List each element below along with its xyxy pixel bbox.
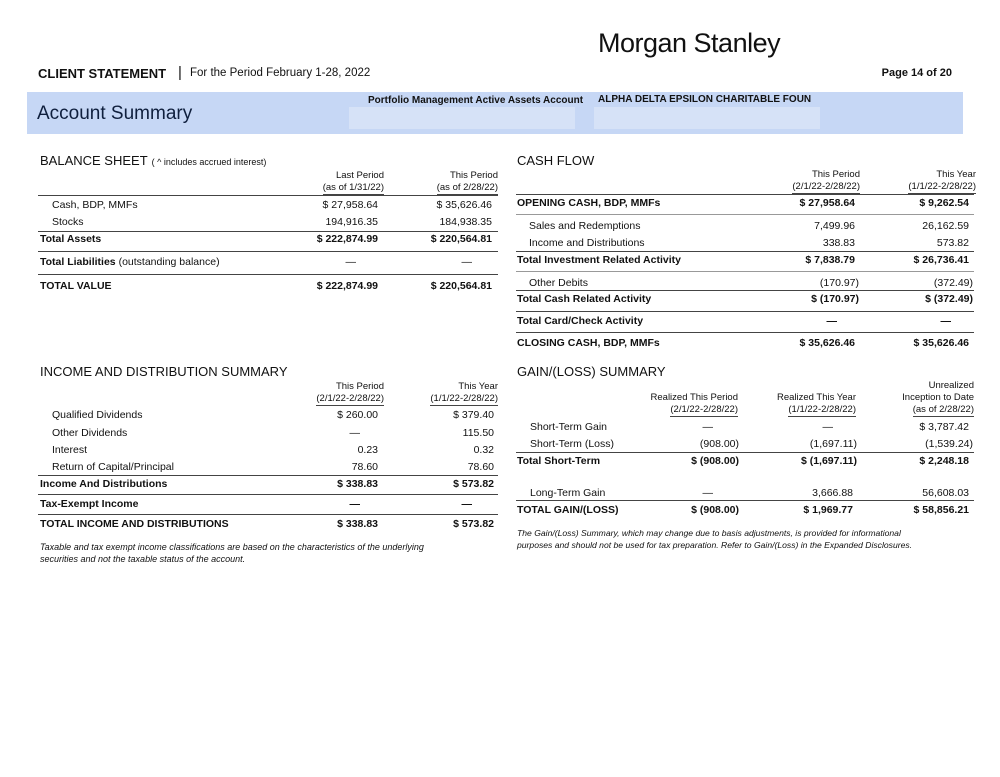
account-name: ALPHA DELTA EPSILON CHARITABLE FOUN	[598, 94, 812, 105]
row-value-period: $ 338.83	[337, 518, 378, 530]
row-value-period: $ 35,626.46	[799, 337, 855, 349]
gain-loss-footnote	[517, 527, 912, 551]
row-value-unrealized: $ 58,856.21	[913, 504, 969, 516]
footnote-line: The Gain/(Loss) Summary, which may change due to basis adjustments, is provided for informational	[517, 528, 901, 538]
cashflow-col-this-year	[884, 169, 976, 194]
row-label: CLOSING CASH, BDP, MMFs	[517, 337, 660, 349]
divider	[516, 214, 974, 215]
divider	[516, 194, 974, 195]
row-value-period: 338.83	[822, 237, 855, 249]
col-header-line: This Period	[811, 169, 860, 180]
row-value-year: $ 9,262.54	[919, 197, 969, 209]
row-label: Tax-Exempt Income	[40, 498, 139, 510]
divider	[38, 514, 498, 515]
divider	[38, 251, 498, 252]
row-label: Short-Term Gain	[530, 421, 608, 433]
cash-flow-title: CASH FLOW	[517, 153, 595, 168]
divider	[516, 251, 974, 252]
row-value-realized-period: (908.00)	[699, 438, 739, 450]
divider	[38, 231, 498, 232]
col-header-line: Unrealized	[928, 380, 974, 391]
col-header-line: This Year	[458, 381, 498, 392]
row-value-realized-period: —	[702, 421, 713, 433]
col-header-line: (2/1/22-2/28/22)	[792, 181, 860, 192]
row-value-realized-period: —	[702, 487, 713, 499]
row-label: TOTAL INCOME AND DISTRIBUTIONS	[40, 518, 229, 530]
liabilities-suffix: (outstanding balance)	[118, 256, 220, 268]
row-label: Short-Term (Loss)	[530, 438, 615, 450]
col-header-line: (1/1/22-2/28/22)	[430, 393, 498, 404]
statement-period: For the Period February 1-28, 2022	[190, 67, 371, 79]
col-header-line: (as of 2/28/22)	[912, 404, 974, 415]
row-label: OPENING CASH, BDP, MMFs	[517, 197, 661, 209]
row-label: Total Short-Term	[517, 455, 601, 467]
row-value-realized-year: 3,666.88	[812, 487, 853, 499]
row-label: Cash, BDP, MMFs	[52, 199, 138, 211]
col-header-line: This Year	[936, 169, 976, 180]
footnote-line: securities and not the taxable status of the account.	[40, 554, 246, 564]
row-value-year: (372.49)	[933, 277, 973, 289]
col-header-line: Last Period	[335, 170, 384, 181]
col-header-line: (1/1/22-2/28/22)	[788, 404, 856, 415]
row-label: Qualified Dividends	[52, 409, 143, 421]
gain-loss-title: GAIN/(LOSS) SUMMARY	[517, 364, 666, 379]
row-value-period: —	[826, 315, 837, 327]
col-header-line: (as of 2/28/22)	[436, 182, 498, 193]
cashflow-col-this-period	[770, 169, 860, 194]
row-value-year: $ 379.40	[453, 409, 494, 421]
account-type: Portfolio Management Active Assets Account	[368, 95, 584, 106]
divider	[516, 500, 974, 501]
col-header-line: (2/1/22-2/28/22)	[316, 393, 384, 404]
row-label: Return of Capital/Principal	[52, 461, 174, 473]
divider	[516, 290, 974, 291]
row-label: Stocks	[52, 216, 84, 228]
row-value-period: $ 260.00	[337, 409, 378, 421]
row-value-realized-year: (1,697.11)	[809, 438, 857, 450]
row-value-period: 78.60	[351, 461, 378, 473]
row-value-year: 78.60	[467, 461, 494, 473]
row-label: Other Dividends	[52, 427, 128, 439]
divider	[38, 195, 498, 196]
account-name-box	[594, 107, 820, 129]
footnote-line: Taxable and tax exempt income classifications are based on the characteristics of the underlying	[40, 542, 424, 552]
income-footnote	[40, 541, 424, 565]
income-col-this-period	[296, 381, 384, 406]
gain-col-unrealized	[880, 380, 974, 417]
col-header-line: This Period	[449, 170, 498, 181]
row-value-year: —	[461, 498, 472, 510]
row-label: Interest	[52, 444, 88, 456]
row-value-last: $ 27,958.64	[322, 199, 378, 211]
row-value-this: $ 220,564.81	[430, 280, 492, 292]
row-label: Income and Distributions	[529, 237, 645, 249]
divider	[516, 452, 974, 453]
col-header-line: (1/1/22-2/28/22)	[908, 181, 976, 192]
row-value-unrealized: $ 3,787.42	[919, 421, 969, 433]
row-value-this: $ 35,626.46	[436, 199, 492, 211]
row-label	[40, 256, 220, 268]
row-value-period: (170.97)	[819, 277, 859, 289]
row-value-year: 573.82	[936, 237, 969, 249]
row-label: Total Cash Related Activity	[517, 293, 652, 305]
row-value-last: 194,916.35	[325, 216, 378, 228]
col-header-line: Realized This Year	[776, 392, 856, 403]
row-value-realized-year: —	[822, 421, 833, 433]
row-value-realized-period: $ (908.00)	[691, 455, 739, 467]
row-value-year: $ 26,736.41	[913, 254, 969, 266]
row-value-unrealized: $ 2,248.18	[919, 455, 969, 467]
balance-sheet-heading: BALANCE SHEET	[40, 153, 148, 168]
row-value-this: —	[461, 256, 472, 268]
title-separator: |	[178, 64, 182, 81]
col-header-line: (as of 1/31/22)	[322, 182, 384, 193]
row-label: Income And Distributions	[40, 478, 168, 490]
row-value-year: $ 573.82	[453, 478, 494, 490]
page-title: Account Summary	[37, 103, 193, 124]
row-label: Long-Term Gain	[530, 487, 606, 499]
balance-sheet-title	[40, 153, 266, 168]
income-summary-title: INCOME AND DISTRIBUTION SUMMARY	[40, 364, 288, 379]
row-value-year: $ 35,626.46	[913, 337, 969, 349]
balance-col-this-period	[410, 170, 498, 195]
row-value-unrealized: 56,608.03	[922, 487, 969, 499]
row-label: Other Debits	[529, 277, 588, 289]
row-value-year: —	[940, 315, 951, 327]
gain-col-realized-year	[762, 392, 856, 417]
row-value-realized-year: $ 1,969.77	[803, 504, 853, 516]
row-value-period: $ 27,958.64	[799, 197, 855, 209]
row-value-unrealized: (1,539.24)	[925, 438, 973, 450]
col-header-line: (2/1/22-2/28/22)	[670, 404, 738, 415]
morgan-stanley-logo: Morgan Stanley	[598, 28, 781, 58]
col-header-line: This Period	[335, 381, 384, 392]
row-value-this: $ 220,564.81	[430, 233, 492, 245]
divider	[516, 311, 974, 312]
divider	[516, 271, 974, 272]
balance-col-last-period	[300, 170, 384, 195]
statement-title: CLIENT STATEMENT	[38, 66, 167, 81]
row-value-last: —	[345, 256, 356, 268]
row-value-last: $ 222,874.99	[316, 233, 378, 245]
row-value-period: $ 7,838.79	[805, 254, 855, 266]
row-value-last: $ 222,874.99	[316, 280, 378, 292]
row-value-year: $ 573.82	[453, 518, 494, 530]
col-header-line: Inception to Date	[902, 392, 974, 403]
col-header-line: Realized This Period	[650, 392, 738, 403]
row-value-period: —	[349, 498, 360, 510]
page-number: Page 14 of 20	[881, 67, 952, 79]
footnote-line: purposes and should not be used for tax preparation. Refer to Gain/(Loss) in the Expanded Disclosures.	[517, 540, 913, 550]
balance-sheet-subtitle: ( ^ includes accrued interest)	[151, 157, 267, 167]
row-value-period: $ 338.83	[337, 478, 378, 490]
row-value-year: 26,162.59	[922, 220, 969, 232]
row-value-period: 7,499.96	[814, 220, 855, 232]
divider	[38, 494, 498, 495]
liabilities-label: Total Liabilities	[40, 256, 116, 268]
row-value-this: 184,938.35	[439, 216, 492, 228]
row-label: Total Assets	[40, 233, 102, 245]
divider	[38, 274, 498, 275]
row-label: TOTAL GAIN/(LOSS)	[517, 504, 619, 516]
income-col-this-year	[408, 381, 498, 406]
row-value-period: 0.23	[357, 444, 378, 456]
divider	[516, 332, 974, 333]
gain-col-realized-period	[640, 392, 738, 417]
divider	[38, 475, 498, 476]
row-value-year: 0.32	[473, 444, 494, 456]
row-label: TOTAL VALUE	[40, 280, 112, 292]
row-value-period: $ (170.97)	[811, 293, 859, 305]
row-value-period: —	[349, 427, 360, 439]
row-value-realized-year: $ (1,697.11)	[800, 455, 857, 467]
row-label: Total Card/Check Activity	[517, 315, 644, 327]
row-label: Total Investment Related Activity	[517, 254, 681, 266]
row-value-realized-period: $ (908.00)	[691, 504, 739, 516]
row-label: Sales and Redemptions	[529, 220, 641, 232]
account-type-box	[349, 107, 575, 129]
row-value-year: 115.50	[462, 427, 494, 439]
row-value-year: $ (372.49)	[925, 293, 973, 305]
